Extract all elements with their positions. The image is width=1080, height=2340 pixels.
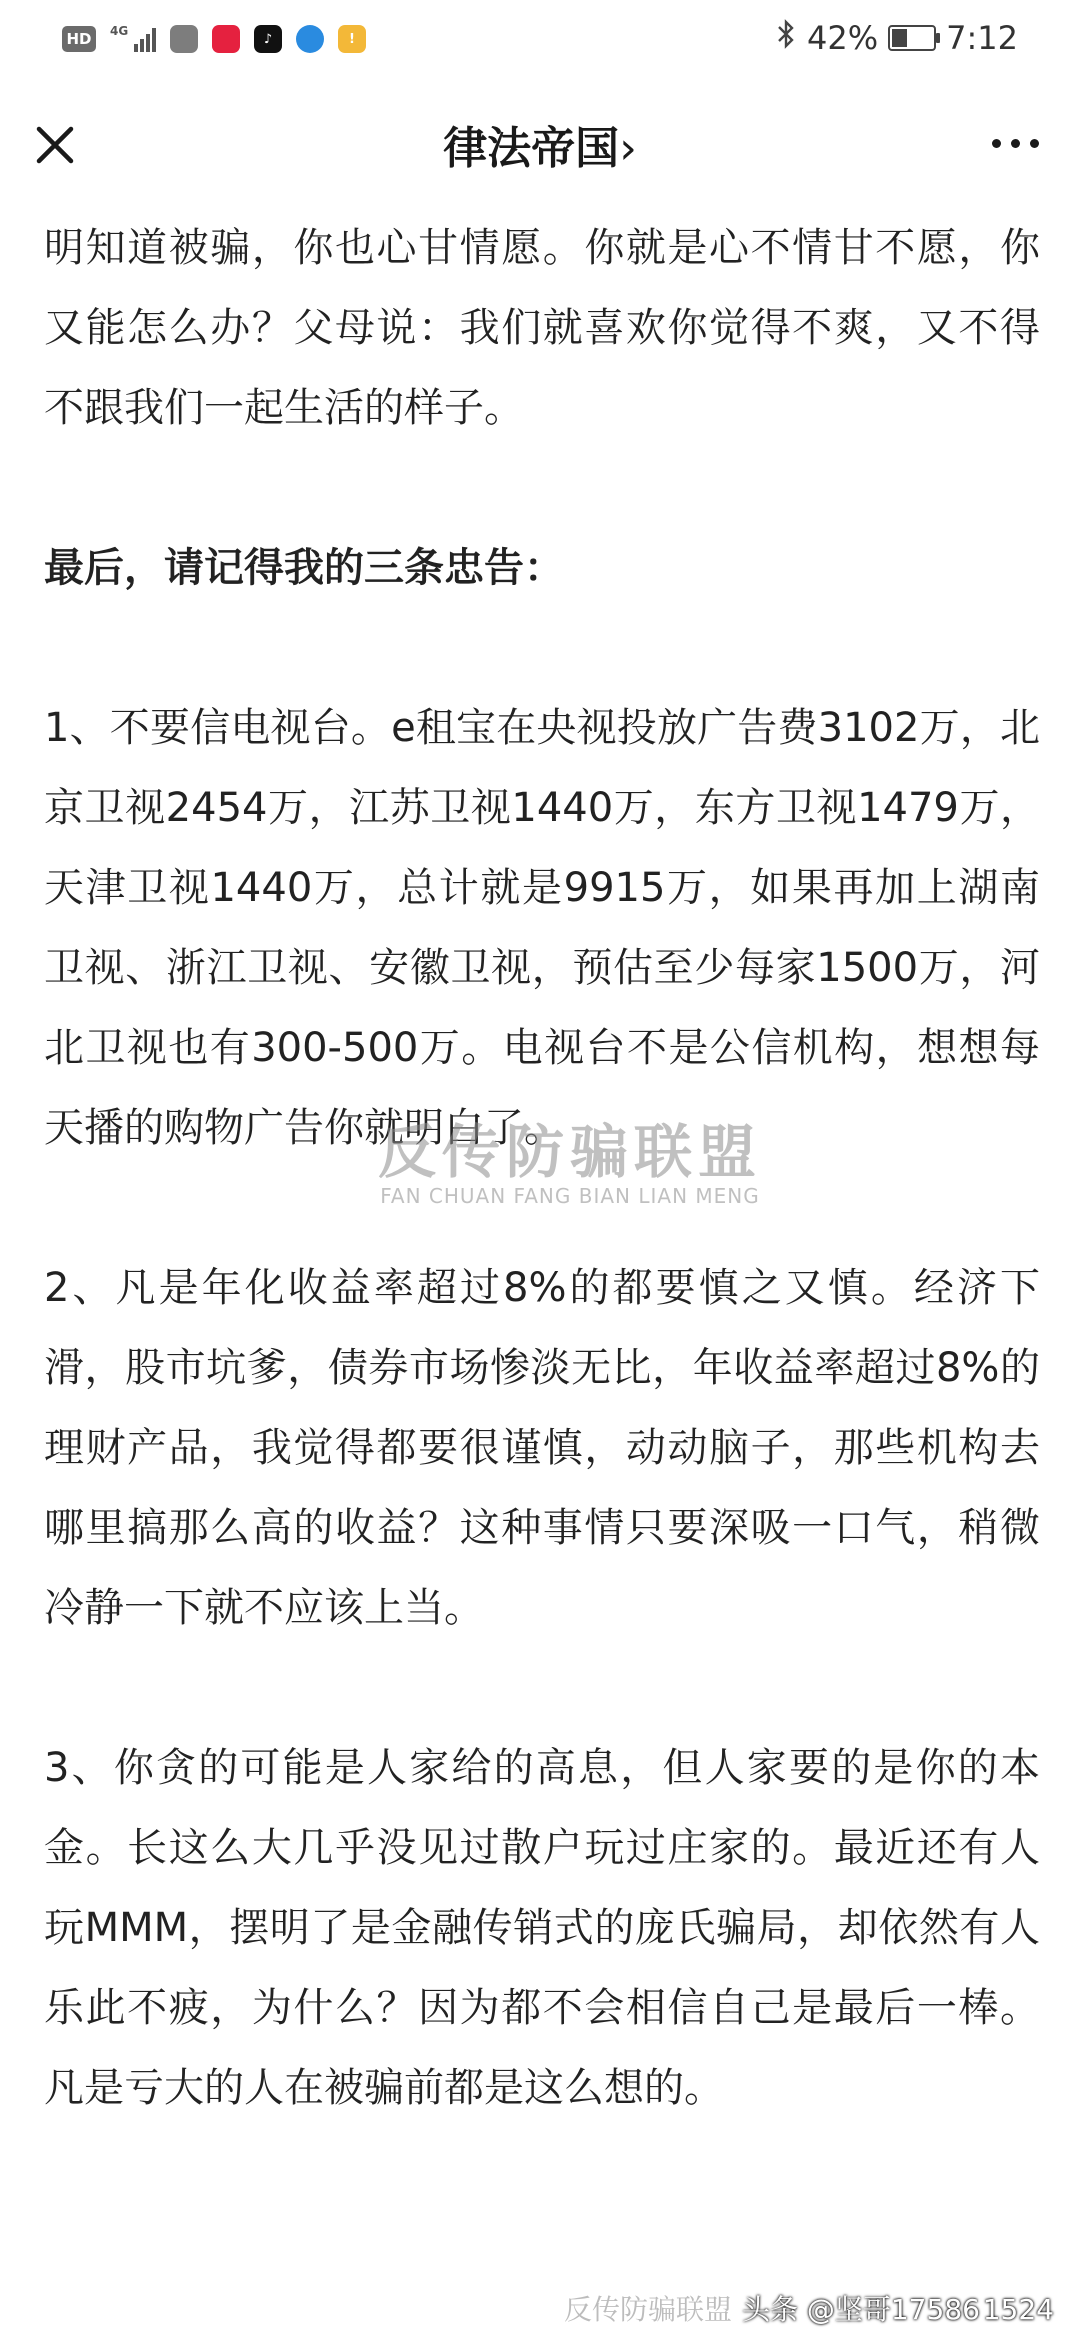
watermark-credit: 头条 @坚哥17586 1524 xyxy=(741,2293,1054,2326)
watermark-cn: 反传防骗联盟 xyxy=(377,1118,762,1186)
browser-app-icon xyxy=(296,25,324,53)
status-left-icons xyxy=(62,18,366,60)
article-point-1: 1、不要信电视台。e租宝在央视投放广告费3102万，北京卫视2454万，江苏卫视1440万，东方卫视1479万，天津卫视1440万，总计就是9915万，如果再加上湖南卫视、浙江卫视、安徽卫视，预估至少每家1500万，河北卫视也有300-500万。电视台不是公信机构，想想每天播的购物广告你就明白了。 xyxy=(44,705,1040,1151)
tiktok-app-icon: ♪ xyxy=(254,25,282,53)
article-point-2: 2、凡是年化收益率超过8%的都要慎之又慎。经济下滑，股市坑爹，债券市场惨淡无比，年收益率超过8%的理财产品，我觉得都要很谨慎，动动脑子，那些机构去哪里搞那么高的收益？这种事情只要深吸一口气，稍微冷静一下就不应该上当。 xyxy=(44,1265,1040,1631)
signal-icon xyxy=(110,24,156,54)
watermark-en: FAN CHUAN FANG BIAN LIAN MENG xyxy=(380,1184,760,1208)
battery-percent: 42% xyxy=(807,19,879,57)
hd-badge: HD xyxy=(62,26,96,52)
tmall-app-icon xyxy=(212,25,240,53)
article-heading: 最后，请记得我的三条忠告： xyxy=(44,545,564,591)
clock: 7:12 xyxy=(946,19,1018,57)
bluetooth-icon xyxy=(775,18,797,58)
battery-icon xyxy=(888,25,936,51)
notification-app-icon: ! xyxy=(338,25,366,53)
page-title: 律法帝国 xyxy=(443,123,620,174)
status-right xyxy=(775,16,1018,60)
nav-bar xyxy=(0,78,1080,208)
network-type: 4G xyxy=(110,24,129,38)
watermark-faint: 反传防骗联盟 xyxy=(563,2293,732,2326)
more-button[interactable] xyxy=(970,108,1060,178)
chevron-right-icon: › xyxy=(619,123,637,174)
bottom-watermark xyxy=(564,2288,1054,2328)
more-dots-icon xyxy=(992,139,1001,148)
article-point-3: 3、你贪的可能是人家给的高息，但人家要的是你的本金。长这么大几乎没见过散户玩过庄家的。最近还有人玩MMM，摆明了是金融传销式的庞氏骗局，却依然有人乐此不疲，为什么？因为都不会相信自己是最后一棒。凡是亏大的人在被骗前都是这么想的。 xyxy=(44,1745,1040,2111)
account-title-link[interactable] xyxy=(0,112,1080,176)
article-paragraph-intro: 明知道被骗，你也心甘情愿。你就是心不情甘不愿，你又能怎么办？父母说：我们就喜欢你觉得不爽，又不得不跟我们一起生活的样子。 xyxy=(44,225,1040,431)
huawei-app-icon xyxy=(170,25,198,53)
status-bar xyxy=(0,0,1080,78)
center-watermark xyxy=(360,1120,780,1208)
